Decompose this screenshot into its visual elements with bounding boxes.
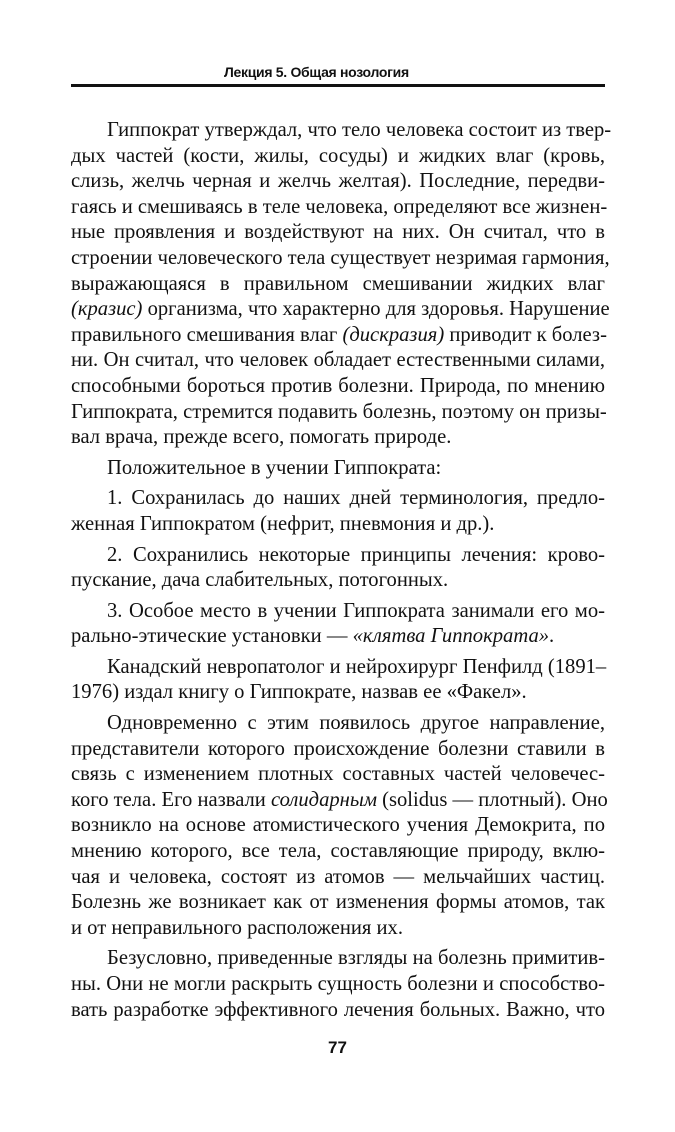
italic-term: солидарным bbox=[270, 788, 377, 811]
text-line: Гиппократа, стремится подавить болезнь, поэтому он призы- bbox=[71, 400, 607, 423]
text-line: 2. Сохранились некоторые принципы лечения: крово- bbox=[107, 543, 605, 566]
text-line: связь с изменением плотных составных частей человечес- bbox=[71, 763, 605, 786]
text-line: ные проявления и воздействуют на них. Он считал, что в bbox=[71, 221, 605, 244]
text-line: женная Гиппократом (нефрит, пневмония и др.). bbox=[71, 512, 495, 535]
text-line: слизь, желчь черная и желчь желтая). Последние, передви- bbox=[71, 170, 605, 193]
text-line: 1976) издал книгу о Гиппократе, назвав ее «Факел». bbox=[71, 681, 527, 704]
text-line: дых частей (кости, жилы, сосуды) и жидких влаг (кровь, bbox=[71, 144, 605, 167]
body-text bbox=[71, 118, 612, 1023]
text-line: (кразис) организма, что характерно для здоровья. Нарушение bbox=[71, 298, 610, 321]
italic-term: (кразис) bbox=[71, 298, 143, 321]
page-number: 77 bbox=[328, 1038, 347, 1057]
text-line: кого тела. Его назвали солидарным (solidus — плотный). Оно bbox=[71, 788, 608, 811]
text-line: вать разработке эффективного лечения больных. Важно, что bbox=[71, 998, 605, 1021]
text-line: представители которого происхождение болезни ставили в bbox=[71, 737, 605, 760]
text-line: способными бороться против болезни. Природа, по мнению bbox=[71, 374, 605, 397]
text-line: 1. Сохранилась до наших дней терминология, предло- bbox=[107, 487, 605, 510]
text-line: возникло на основе атомистического учения Демокрита, по bbox=[71, 814, 605, 837]
running-head: Лекция 5. Общая нозология bbox=[224, 64, 409, 80]
text-line: Болезнь же возникает как от изменения формы атомов, так bbox=[71, 891, 605, 914]
italic-term: «клятва Гиппократа» bbox=[352, 625, 550, 648]
text-line: пускание, дача слабительных, потогонных. bbox=[71, 569, 449, 592]
text-line: Гиппократ утверждал, что тело человека состоит из твер- bbox=[107, 119, 612, 141]
text-line: чая и человека, состоят из атомов — мельчайших частиц. bbox=[71, 865, 605, 888]
text-line: вал врача, прежде всего, помогать природе. bbox=[71, 426, 452, 449]
header-rule bbox=[71, 84, 605, 87]
text-line: гаясь и смешиваясь в теле человека, определяют все жизнен- bbox=[71, 195, 608, 218]
text-line: Одновременно с этим появилось другое направление, bbox=[107, 712, 605, 735]
text-line: Безусловно, приведенные взгляды на болезнь примитив- bbox=[107, 947, 605, 970]
text-line: Положительное в учении Гиппократа: bbox=[107, 456, 442, 479]
text-line: Канадский невропатолог и нейрохирург Пенфилд (1891– bbox=[107, 655, 607, 678]
text-line: ни. Он считал, что человек обладает естественными силами, bbox=[71, 349, 605, 372]
text-line: правильного смешивания влаг (дискразия) приводит к болез- bbox=[71, 323, 607, 346]
text-line: 3. Особое место в учении Гиппократа занимали его мо- bbox=[107, 599, 605, 622]
text-line: рально-этические установки — «клятва Гиппократа». bbox=[71, 625, 555, 648]
text-line: строении человеческого тела существует незримая гармония, bbox=[71, 246, 610, 269]
text-line: ны. Они не могли раскрыть сущность болезни и способство- bbox=[71, 973, 605, 995]
italic-term: (дискразия) bbox=[342, 323, 445, 346]
text-line: мнению которого, все тела, составляющие природу, вклю- bbox=[71, 840, 605, 863]
text-line: выражающаяся в правильном смешивании жидких влаг bbox=[71, 272, 605, 295]
text-line: и от неправильного расположения их. bbox=[71, 916, 403, 939]
